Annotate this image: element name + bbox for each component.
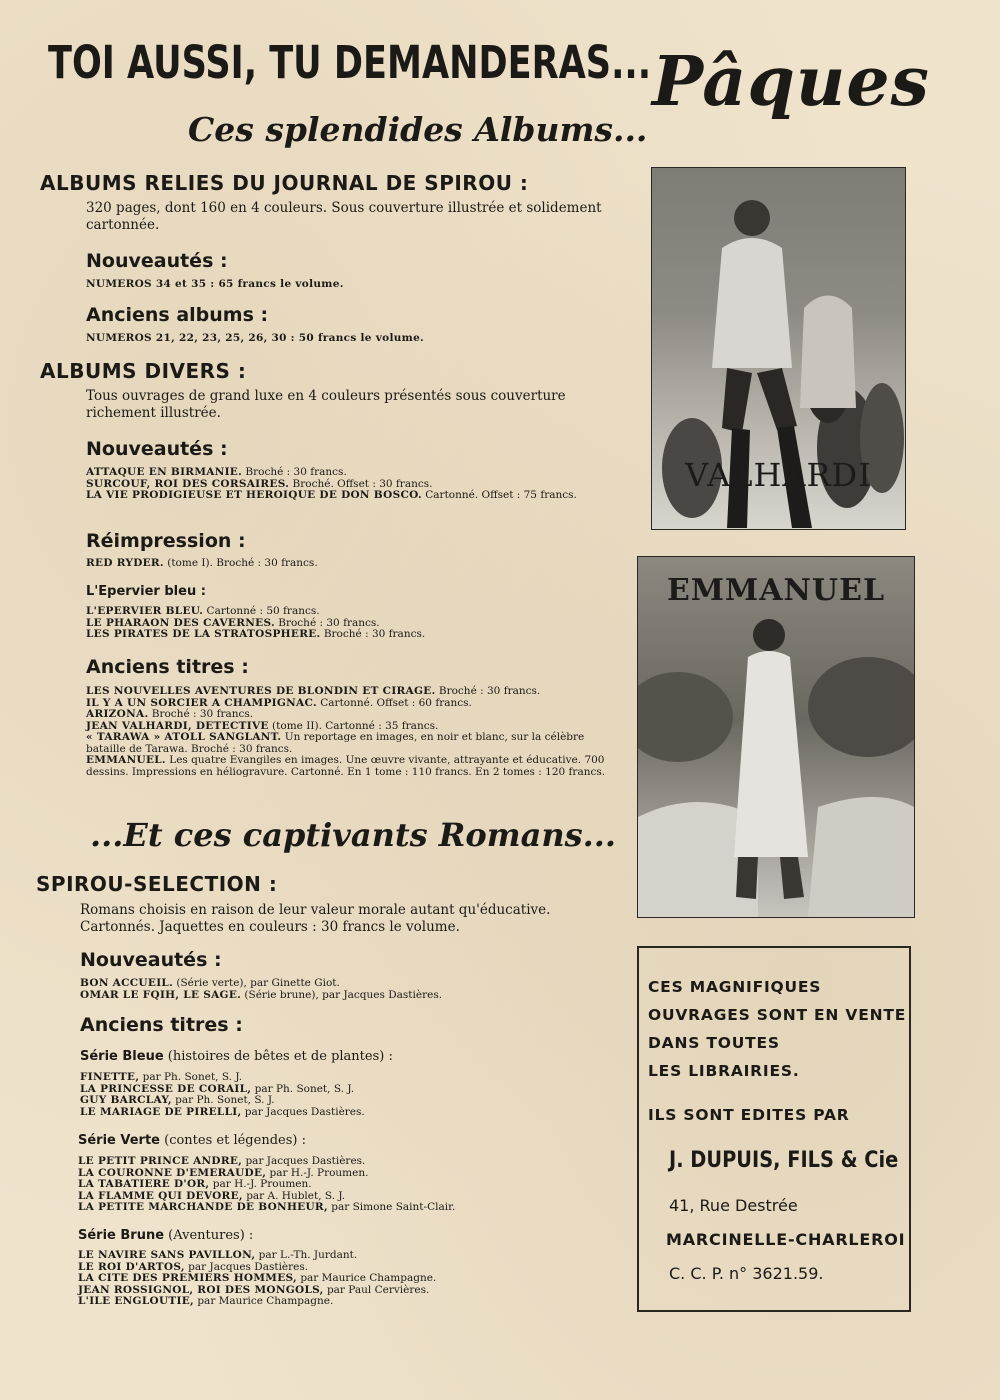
item-details: par Paul Cervières. — [323, 1283, 430, 1296]
item-details: Broché : 30 francs. — [274, 616, 380, 629]
spirou-selection-title: SPIROU-SELECTION : — [36, 872, 278, 896]
list-item — [78, 1202, 608, 1214]
item-details: Un reportage en images, en noir et blanc, sur la célèbre bataille de Tarawa. Broché : 30 francs. — [86, 731, 588, 755]
item-title: ATTAQUE EN BIRMANIE. — [86, 466, 243, 478]
item-title: LE ROI D'ARTOS, — [78, 1260, 185, 1273]
valhardi-cover — [651, 167, 906, 530]
publisher-street: 41, Rue Destrée — [669, 1196, 798, 1215]
serie-verte-list — [78, 1156, 608, 1214]
emmanuel-title: EMMANUEL — [666, 573, 886, 608]
item-title: LES PIRATES DE LA STRATOSPHERE. — [86, 628, 321, 640]
list-item — [80, 990, 610, 1002]
item-title: EMMANUEL. — [86, 754, 166, 766]
item-title: IL Y A UN SORCIER A CHAMPIGNAC. — [86, 696, 317, 709]
publisher-name: J. DUPUIS, FILS & Cie — [669, 1148, 899, 1173]
info-line-1: CES MAGNIFIQUES — [648, 978, 822, 996]
item-title: BON ACCUEIL. — [80, 977, 174, 989]
item-details: Broché : 30 francs. — [242, 466, 347, 478]
item-details: Cartonné. Offset : 75 francs. — [421, 489, 577, 501]
list-item — [86, 490, 616, 502]
item-details: Les quatre Evangiles en images. Une œuvre vivante, attrayante et éducative. 700 dessins. Impressions en héliogravure. Cartonné. En 1 tome : 110 francs. En 2 tomes : 120 francs. — [86, 754, 608, 778]
serie-bleue-list — [80, 1072, 610, 1118]
item-title: L'ILE ENGLOUTIE, — [78, 1295, 194, 1307]
item-title: L'EPERVIER BLEU. — [86, 605, 204, 617]
item-title: ARIZONA. — [86, 708, 149, 720]
epervier-title: L'Epervier bleu : — [86, 584, 206, 599]
emmanuel-illustration — [638, 557, 914, 917]
item-details: par Jacques Dastières. — [184, 1260, 309, 1273]
serie-bleue-title: Série Bleue (histoires de bêtes et de plantes) : — [80, 1049, 393, 1064]
item-title: « TARAWA » ATOLL SANGLANT. — [86, 731, 282, 743]
info-box — [637, 946, 911, 1312]
item-title: JEAN VALHARDI, DETECTIVE — [86, 719, 269, 732]
albums-divers-nouveautes-list — [86, 467, 616, 502]
item-details: par Ph. Sonet, S. J. — [251, 1082, 355, 1095]
albums-divers-description: Tous ouvrages de grand luxe en 4 couleurs présentés sous couverture richement illustrée. — [86, 388, 566, 421]
list-item — [80, 1107, 610, 1119]
item-details: par Simone Saint-Clair. — [327, 1201, 456, 1213]
paques-title: Pâques — [652, 42, 930, 122]
serie-brune-list — [78, 1250, 608, 1308]
emmanuel-cover — [637, 556, 915, 918]
spirou-selection-nouveautes-title: Nouveautés : — [80, 949, 222, 971]
albums-divers-reimpression-title: Réimpression : — [86, 530, 246, 552]
item-details: par H.-J. Proumen. — [266, 1166, 369, 1179]
item-title: LES NOUVELLES AVENTURES DE BLONDIN ET CIRAGE. — [86, 685, 436, 697]
item-title: LE MARIAGE DE PIRELLI, — [80, 1105, 242, 1118]
albums-relies-anciens-text: NUMEROS 21, 22, 23, 25, 26, 30 : 50 francs le volume. — [86, 332, 425, 344]
serie-brune-title: Série Brune (Aventures) : — [78, 1228, 254, 1243]
item-details: Cartonné : 50 francs. — [203, 605, 320, 617]
item-title: LA PETITE MARCHANDE DE BONHEUR, — [78, 1201, 328, 1213]
item-title: RED RYDER. — [86, 557, 164, 569]
item-details: par Jacques Dastières. — [242, 1155, 366, 1167]
item-title: OMAR LE FQIH, LE SAGE. — [80, 988, 242, 1001]
albums-relies-description: 320 pages, dont 160 en 4 couleurs. Sous couverture illustrée et solidement cartonnée. — [86, 200, 602, 233]
spirou-selection-description: Romans choisis en raison de leur valeur morale autant qu'éducative. Cartonnés. Jaquettes en couleurs : 30 francs le volume. — [80, 902, 551, 935]
item-title: LE PETIT PRINCE ANDRE, — [78, 1155, 243, 1167]
info-line-3: DANS TOUTES — [648, 1034, 780, 1052]
headline: TOI AUSSI, TU DEMANDERAS... — [48, 36, 652, 89]
romans-subheading: ...Et ces captivants Romans... — [90, 816, 617, 854]
albums-relies-nouveautes-text: NUMEROS 34 et 35 : 65 francs le volume. — [86, 278, 344, 290]
albums-divers-nouveautes-title: Nouveautés : — [86, 438, 228, 460]
item-title: JEAN ROSSIGNOL, ROI DES MONGOLS, — [78, 1283, 324, 1296]
item-details: Broché. Offset : 30 francs. — [289, 477, 433, 490]
albums-divers-title: ALBUMS DIVERS : — [40, 359, 247, 383]
item-title: LA TABATIERE D'OR, — [78, 1178, 210, 1190]
info-line-2: OUVRAGES SONT EN VENTE — [648, 1006, 907, 1024]
list-item — [86, 755, 616, 778]
item-details: Broché : 30 francs. — [148, 708, 254, 720]
item-details: par Maurice Champagne. — [194, 1295, 334, 1307]
item-details: par Maurice Champagne. — [296, 1272, 437, 1284]
item-details: Broché : 30 francs. — [435, 685, 541, 697]
item-details: par Jacques Dastières. — [241, 1105, 365, 1118]
item-title: LA CITE DES PREMIERS HOMMES, — [78, 1272, 297, 1284]
item-details: Broché : 30 francs. — [320, 628, 426, 640]
item-details: (tome II). Cartonné : 35 francs. — [268, 719, 439, 732]
spirou-selection-anciens-title: Anciens titres : — [80, 1014, 243, 1036]
edited-by: ILS SONT EDITES PAR — [648, 1106, 850, 1124]
list-item — [86, 558, 616, 570]
spirou-selection-nouveautes-list — [80, 978, 610, 1001]
item-title: LA PRINCESSE DE CORAIL, — [80, 1082, 252, 1095]
albums-divers-anciens-title: Anciens titres : — [86, 656, 249, 678]
item-title: LA COURONNE D'EMERAUDE, — [78, 1166, 267, 1179]
item-title: LA FLAMME QUI DEVORE, — [78, 1189, 243, 1202]
item-details: par L.-Th. Jurdant. — [255, 1249, 358, 1261]
list-item — [86, 629, 616, 641]
item-title: LA VIE PRODIGIEUSE ET HEROIQUE DE DON BOSCO. — [86, 489, 422, 501]
item-title: FINETTE, — [80, 1071, 140, 1083]
valhardi-title: VALHARDI — [685, 456, 872, 494]
publisher-city: MARCINELLE-CHARLEROI — [666, 1230, 906, 1249]
item-details: par A. Hublet, S. J. — [242, 1189, 346, 1202]
item-details: (Série verte), par Ginette Giot. — [173, 977, 340, 989]
item-title: LE PHARAON DES CAVERNES. — [86, 616, 275, 629]
albums-divers-reimpression-list — [86, 558, 616, 570]
item-details: (Série brune), par Jacques Dastières. — [241, 988, 443, 1001]
albums-relies-nouveautes-title: Nouveautés : — [86, 250, 228, 272]
list-item — [86, 732, 616, 755]
item-details: Cartonné. Offset : 60 francs. — [316, 696, 472, 709]
list-item — [78, 1296, 608, 1308]
publisher-ccp: C. C. P. n° 3621.59. — [669, 1264, 824, 1283]
albums-relies-title: ALBUMS RELIES DU JOURNAL DE SPIROU : — [40, 171, 529, 195]
item-title: GUY BARCLAY, — [80, 1094, 172, 1106]
item-details: par H.-J. Proumen. — [209, 1178, 312, 1190]
serie-verte-title: Série Verte (contes et légendes) : — [78, 1133, 306, 1148]
item-title: SURCOUF, ROI DES CORSAIRES. — [86, 477, 290, 490]
epervier-list — [86, 606, 616, 641]
item-details: par Ph. Sonet, S. J. — [171, 1094, 275, 1106]
item-title: LE NAVIRE SANS PAVILLON, — [78, 1249, 256, 1261]
albums-divers-anciens-list — [86, 686, 616, 778]
info-line-4: LES LIBRAIRIES. — [648, 1062, 800, 1080]
albums-relies-anciens-title: Anciens albums : — [86, 304, 269, 326]
item-details: (tome I). Broché : 30 francs. — [163, 557, 318, 569]
albums-subheading: Ces splendides Albums... — [188, 110, 648, 149]
item-details: par Ph. Sonet, S. J. — [139, 1071, 243, 1083]
